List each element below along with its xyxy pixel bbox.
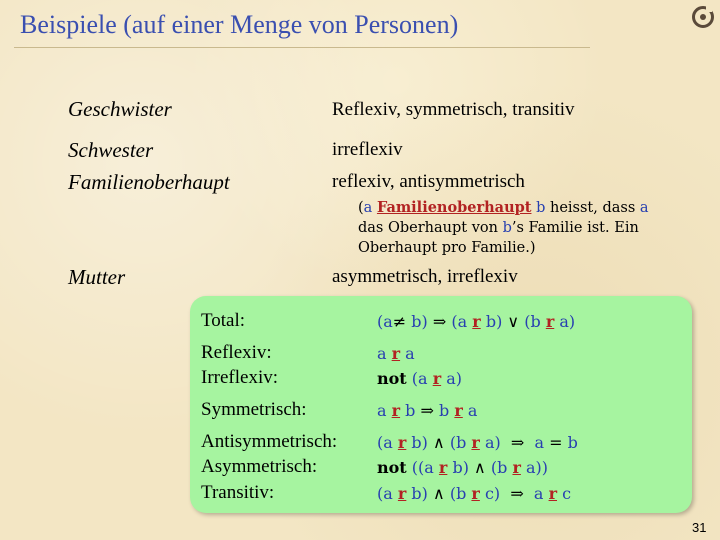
def-formula-total: (a≠ b) ⇒ (a r b) ∨ (b r a) bbox=[377, 312, 576, 331]
note-relation: Familienoberhaupt bbox=[376, 199, 532, 216]
term-schwester: Schwester bbox=[68, 138, 154, 162]
def-label-irreflexiv: Irreflexiv: bbox=[201, 367, 279, 388]
term-geschwister: Geschwister bbox=[68, 97, 172, 121]
def-formula-reflexiv: a r a bbox=[377, 344, 415, 363]
def-label-reflexiv: Reflexiv: bbox=[201, 342, 272, 363]
circle-dot-logo bbox=[690, 4, 716, 30]
def-label-transitiv: Transitiv: bbox=[201, 482, 275, 503]
def-label-total: Total: bbox=[201, 310, 246, 331]
page-title: Beispiele (auf einer Menge von Personen) bbox=[20, 10, 459, 39]
def-formula-irreflexiv: not (a r a) bbox=[377, 369, 463, 388]
def-formula-symmetrisch: a r b ⇒ b r a bbox=[377, 401, 478, 420]
page-number: 31 bbox=[692, 520, 707, 535]
term-mutter: Mutter bbox=[68, 265, 126, 289]
def-label-symmetrisch: Symmetrisch: bbox=[201, 399, 307, 420]
def-label-antisymmetrisch: Antisymmetrisch: bbox=[201, 431, 338, 452]
properties-mutter: asymmetrisch, irreflexiv bbox=[332, 266, 518, 287]
def-formula-antisymmetrisch: (a r b) ∧ (b r a) ⇒ a = b bbox=[377, 433, 578, 452]
def-formula-transitiv: (a r b) ∧ (b r c) ⇒ a r c bbox=[377, 484, 572, 503]
def-formula-asymmetrisch: not ((a r b) ∧ (b r a)) bbox=[377, 458, 549, 477]
title-divider bbox=[14, 47, 590, 48]
note-var-a: a bbox=[363, 200, 373, 216]
properties-schwester: irreflexiv bbox=[332, 139, 403, 160]
note-var-b: b bbox=[536, 200, 546, 216]
def-label-asymmetrisch: Asymmetrisch: bbox=[201, 456, 318, 477]
familienoberhaupt-note: (a Familienoberhaupt b heisst, dass a das Oberhaupt von b’s Familie ist. Ein Oberhaupt pro Familie.) bbox=[358, 199, 649, 256]
term-familienoberhaupt: Familienoberhaupt bbox=[68, 170, 230, 194]
properties-geschwister: Reflexiv, symmetrisch, transitiv bbox=[332, 99, 575, 120]
properties-familienoberhaupt: reflexiv, antisymmetrisch bbox=[332, 171, 525, 192]
